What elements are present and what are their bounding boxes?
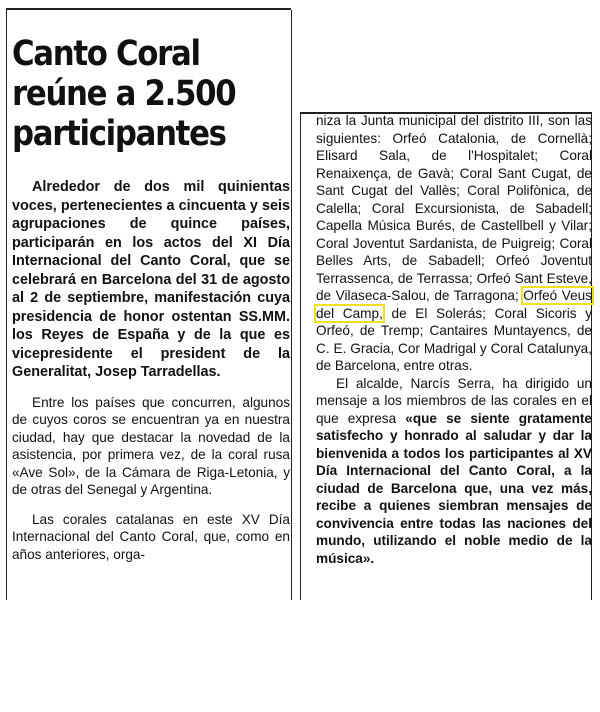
mayor-quote: «que se siente gratamente satisfecho y honrado al saludar y dar la bienvenida a todos los participantes al XV Día Internacional del Canto Coral, a la ciudad de Barcelona que, una vez más, recibe a quienes siembran mensajes de convivencia entre todas las naciones del mundo, utilizando el noble medio de la música». [316,410,592,566]
choir-list-paragraph [316,112,592,375]
choir-list-text-2: de El Solerás; Coral Sicoris y Orfeó, de Tremp; Cantaires Muntayencs, de C. E. Gracia, Cor Madrigal y Coral Catalunya, de Barcelona, entre otras. [316,305,592,373]
body-paragraph-2: Las corales catalanas en este XV Día Internacional del Canto Coral, que, como en años anteriores, orga- [12,511,290,562]
highlighted-choir-name: Orfeó Veus del Camp, [316,288,592,321]
left-column [12,0,290,600]
right-column [316,112,592,712]
choir-list-text-1: niza la Junta municipal del distrito III, son las siguientes: Orfeó Catalonia, de Cornellà; Elisard Sala, de l'Hospitalet; Coral Renaixença, de Gavà; Coral Sant Cugat, de Sant Cugat del Vallès; Coral Polifònica, de Calella; Coral Excursionista, de Sabadell; Capella Música Burés, de Castellbell y Vilar; Coral Joventut Sardanista, de Puigreig; Coral Belles Arts, de Sabadell; Orfeó Joventut Terrassenca, de Terrassa; Orfeó Sant Esteve, de Vilaseca-Salou, de Tarragona; [316,113,592,303]
body-paragraph-1: Entre los países que concurren, algunos de cuyos coros se encuentran ya en nuestra ciudad, hay que destacar la novedad de la asistencia, por primera vez, de la coral rusa «Ave Sol», de la Cámara de Riga-Letonia, y de otras del Senegal y Argentina. [12,394,290,497]
left-edge-rule [6,8,7,600]
headline: Canto Coral reúne a 2.500 participantes [12,34,236,154]
column-divider [291,10,292,600]
lead-paragraph: Alrededor de dos mil quinientas voces, pertenecientes a cincuenta y seis agrupaciones de quince países, participarán en los actos del XI Día Internacional del Canto Coral, que se celebrará en Barcelona del 31 de agosto al 2 de septiembre, manifestación cuya presidencia de honor ostentan SS.MM. los Reyes de España y de la que es vicepresidente el president de la Generalitat, Josep Tarradellas. [12,179,290,380]
mayor-message-paragraph [316,375,592,568]
mayor-message-text: El alcalde, Narcís Serra, ha dirigido un mensaje a los miembros de las corales en el que expresa [316,375,592,426]
right-left-rule [300,112,301,600]
